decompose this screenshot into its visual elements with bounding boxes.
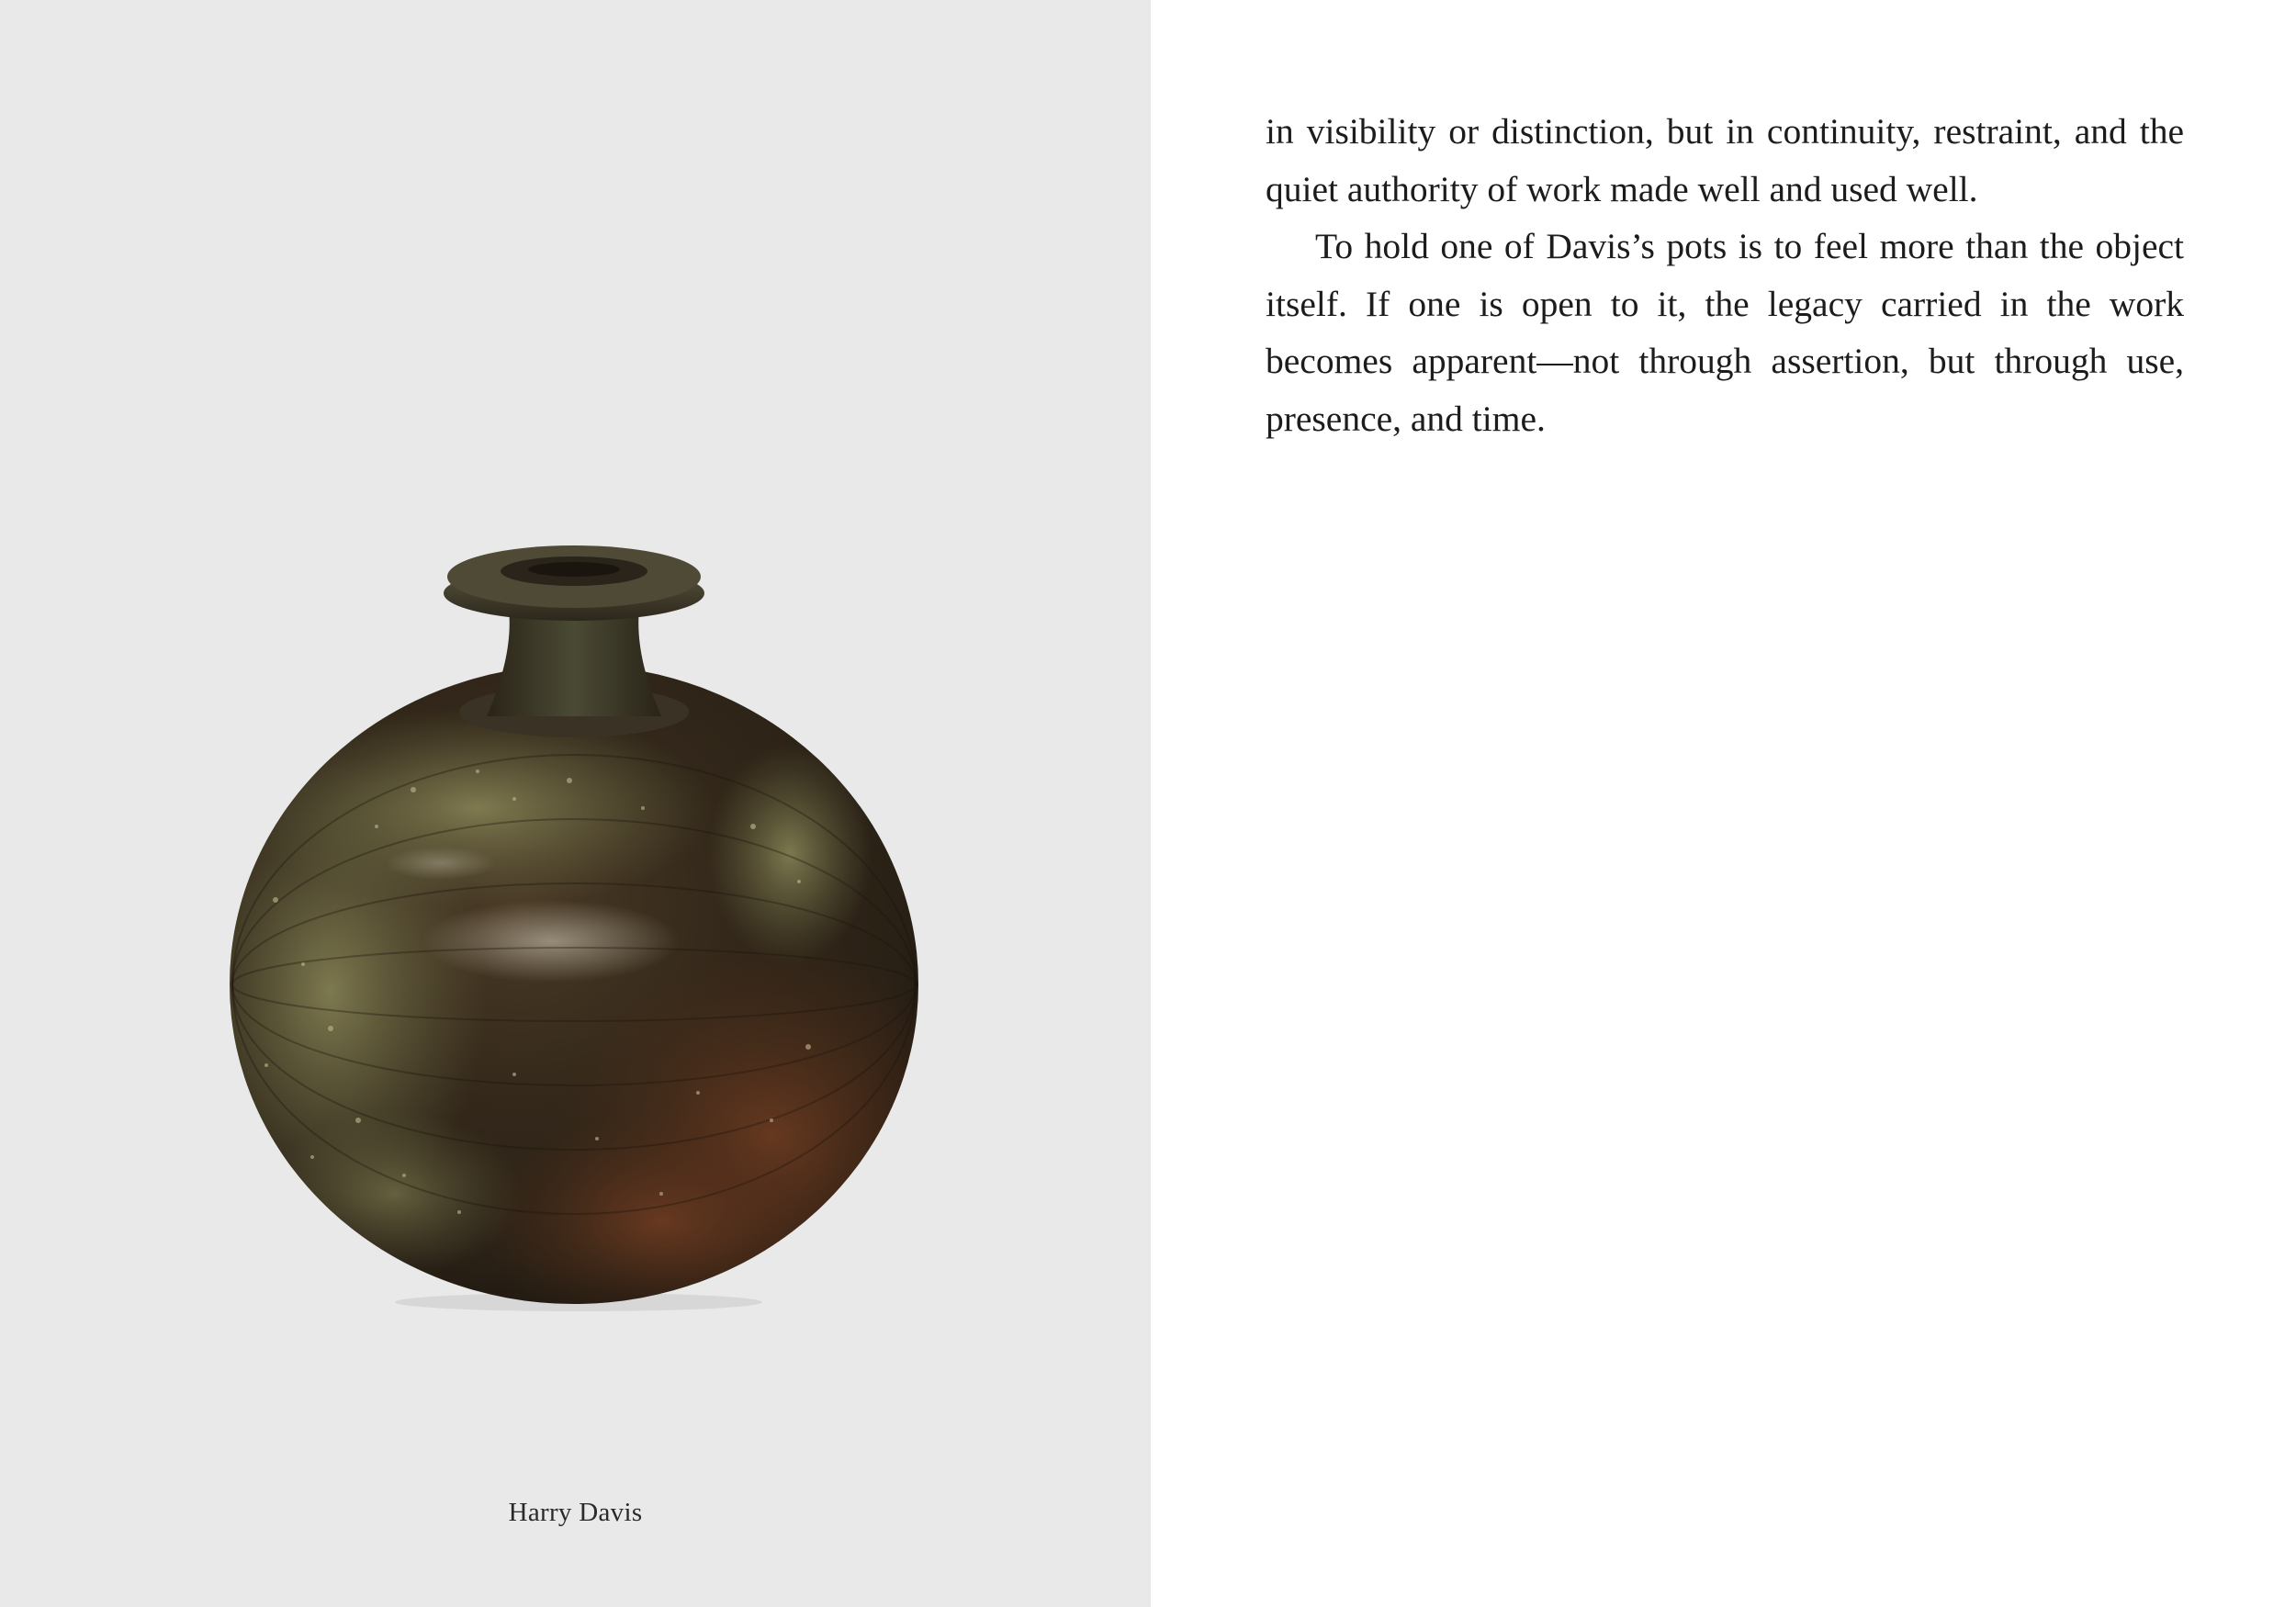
body-text — [1266, 103, 2184, 447]
image-caption: Harry Davis — [508, 1498, 643, 1527]
paragraph-continuation: in visibility or distinction, but in continuity, restraint, and the quiet authority of work made well and used well. — [1266, 111, 2184, 209]
right-page — [1151, 0, 2296, 1607]
paragraph: To hold one of Davis’s pots is to feel more than the object itself. If one is open to it, the legacy carried in the work becomes apparent—not through assertion, but through use, presence, and time. — [1266, 226, 2184, 439]
